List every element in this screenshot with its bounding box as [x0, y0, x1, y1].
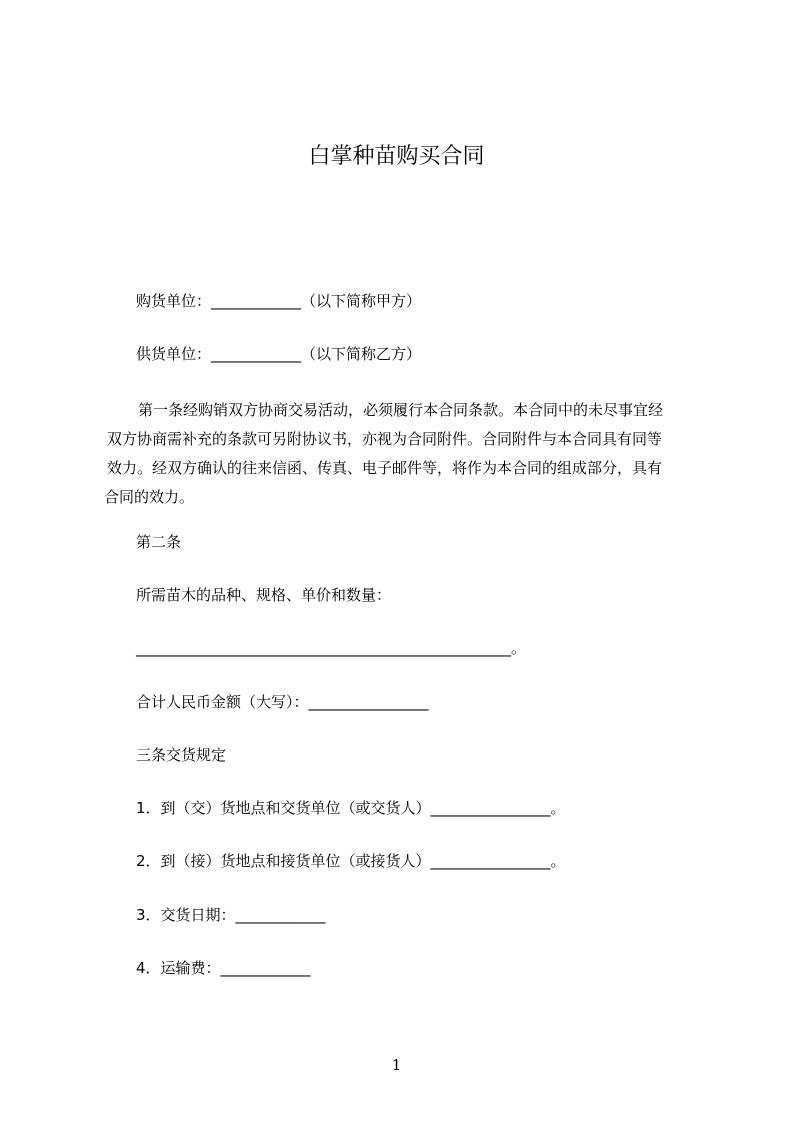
article-1-line: 第一条经购销双方协商交易活动，必须履行本合同条款。本合同中的未尽事宜经 — [138, 401, 664, 419]
delivery-item: 4．运输费：____________ — [136, 959, 311, 977]
seedlings-blank: __________________________________________________。 — [136, 639, 527, 657]
supplier-line: 供货单位：____________（以下简称乙方） — [136, 345, 422, 363]
delivery-item: 1．到（交）货地点和交货单位（或交货人）________________。 — [136, 799, 566, 817]
article-2-heading: 第二条 — [136, 533, 182, 551]
delivery-item: 3．交货日期：____________ — [136, 906, 326, 924]
article-1-line: 效力。经双方确认的往来信函、传真、电子邮件等，将作为本合同的组成部分，具有 — [107, 459, 663, 477]
total-amount-line: 合计人民币金额（大写）：________________ — [136, 693, 429, 711]
seedlings-label: 所需苗木的品种、规格、单价和数量： — [136, 586, 392, 604]
article-3-heading: 三条交货规定 — [136, 746, 227, 764]
article-1-paragraph — [104, 396, 704, 512]
article-1-line: 合同的效力。 — [104, 488, 195, 506]
buyer-line: 购货单位：____________（以下简称甲方） — [136, 292, 422, 310]
delivery-item: 2．到（接）货地点和接货单位（或接货人）________________。 — [136, 852, 566, 870]
document-title: 白掌种苗购买合同 — [308, 144, 485, 169]
page-number: 1 — [391, 1056, 402, 1074]
article-1-line: 双方协商需补充的条款可另附协议书，亦视为合同附件。合同附件与本合同具有同等 — [107, 430, 663, 448]
